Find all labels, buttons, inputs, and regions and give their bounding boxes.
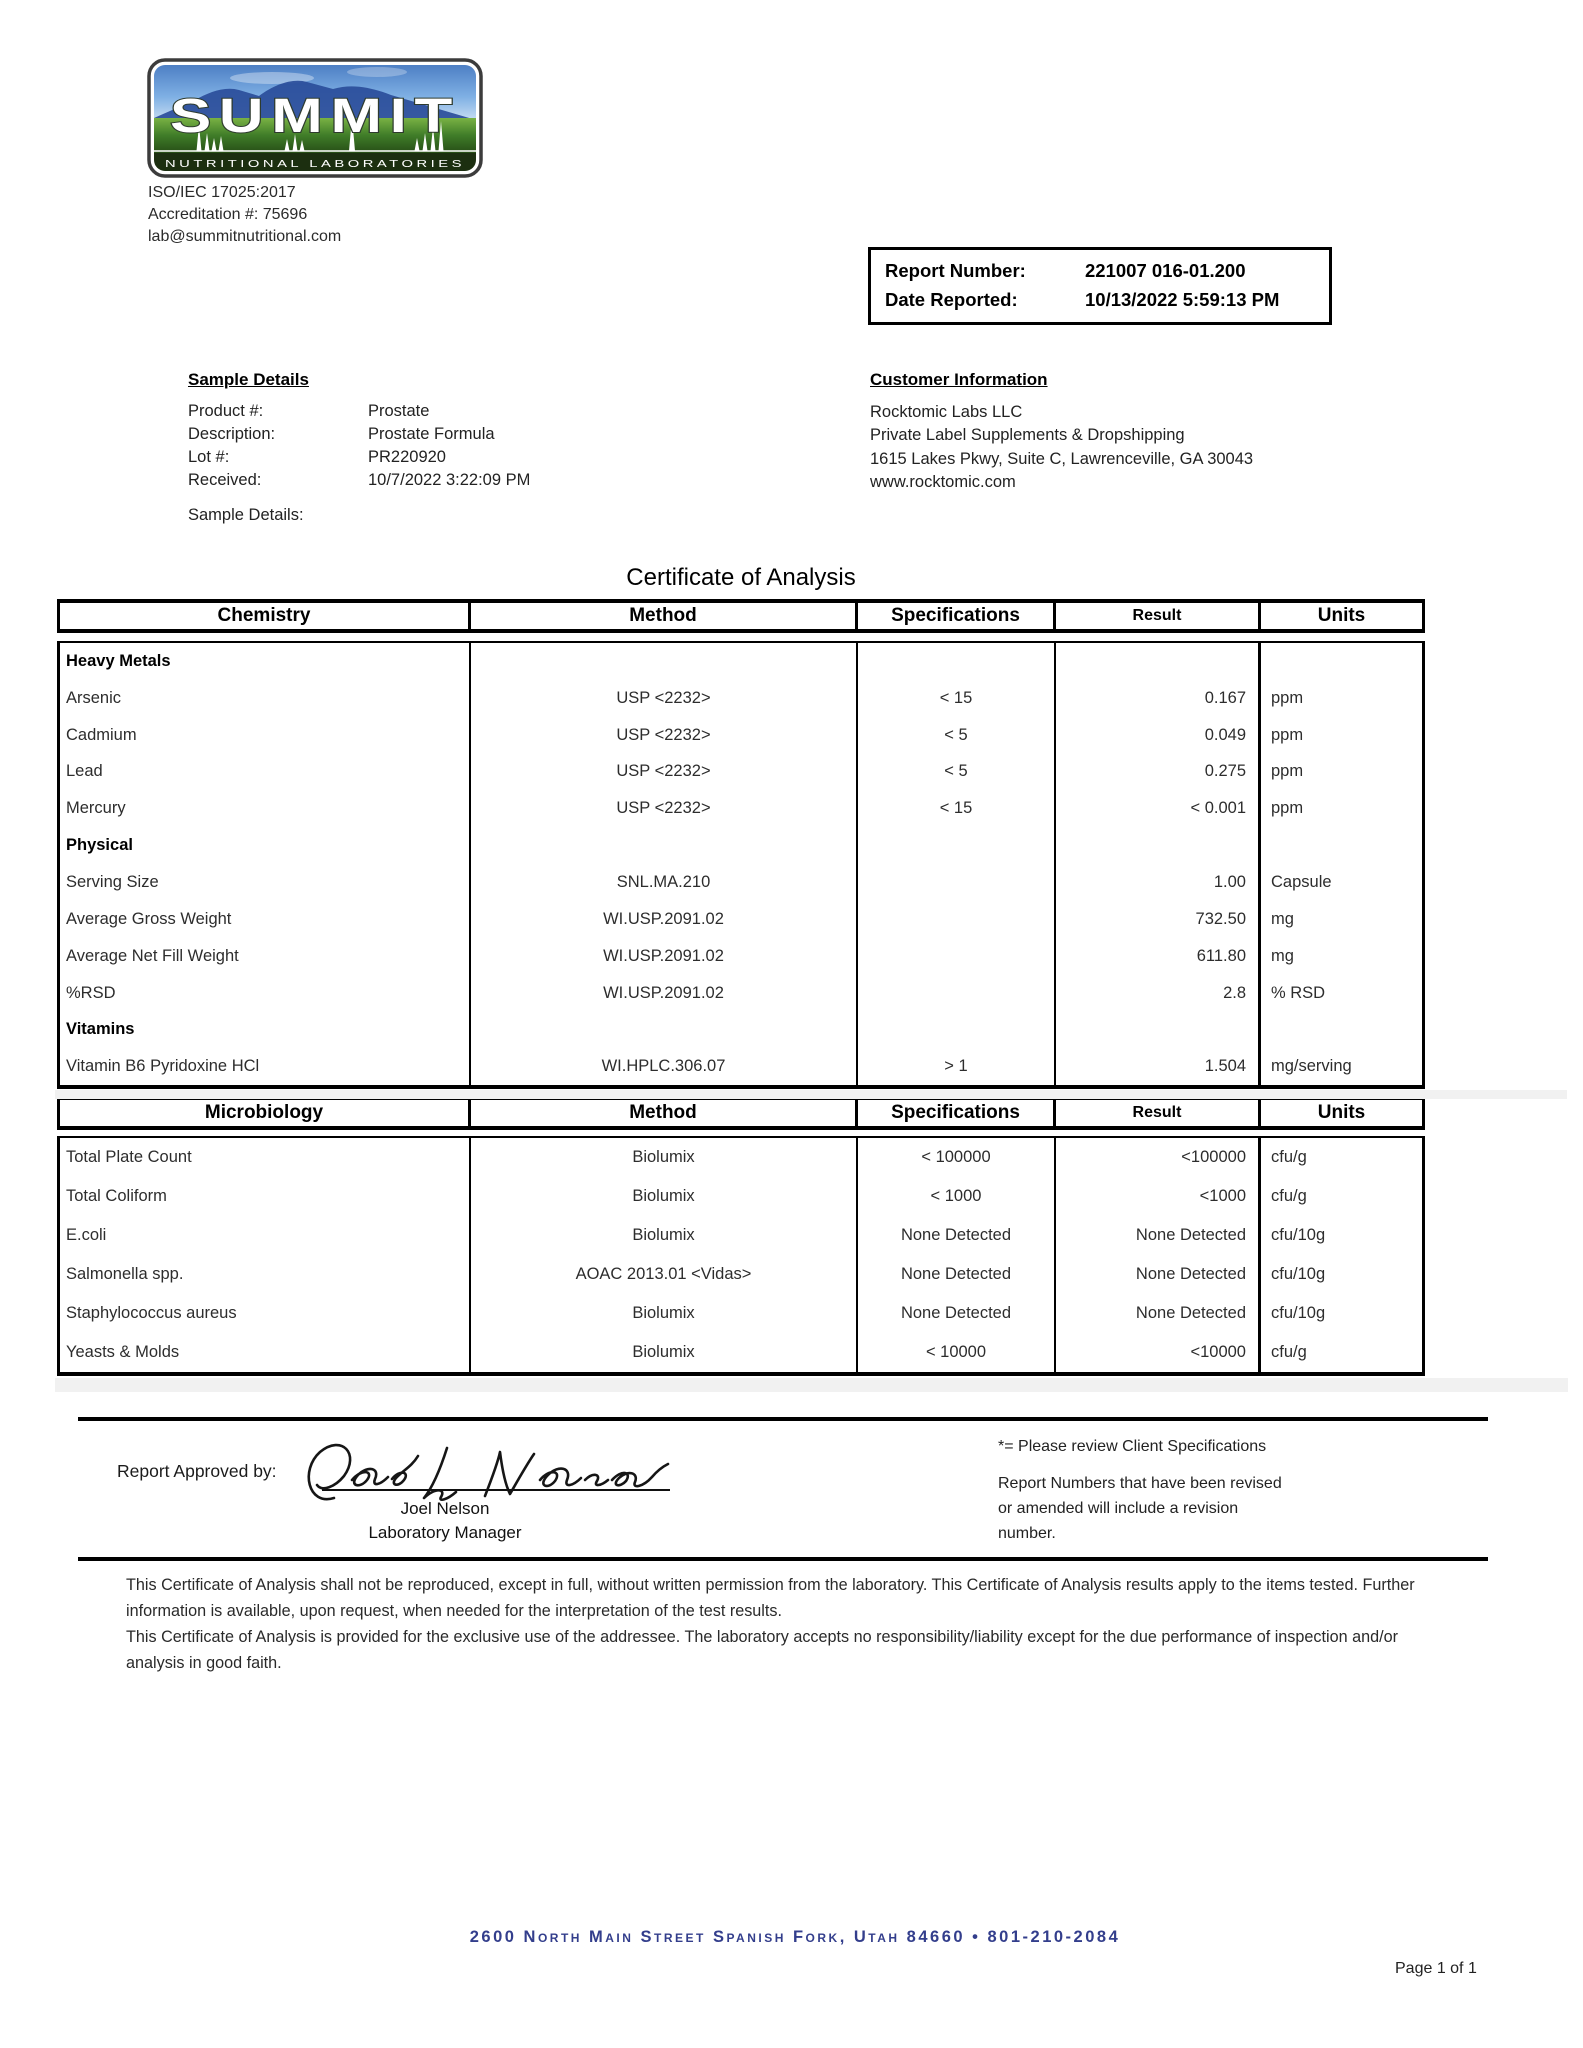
product-value: Prostate [368,402,430,420]
horizontal-rule [78,1557,1488,1561]
table-cell-result: <1000 [1056,1177,1261,1216]
lab-email: lab@summitnutritional.com [148,228,342,245]
table-cell-units: cfu/g [1271,1343,1307,1361]
table-cell-units: cfu/g [1271,1187,1307,1205]
table-cell-units: mg/serving [1271,1057,1352,1076]
table-cell-name: Arsenic [60,680,471,717]
description-value: Prostate Formula [368,425,495,443]
table-cell-result: 2.8 [1056,975,1261,1012]
disclaimer-paragraph-2: This Certificate of Analysis is provided for the exclusive use of the addressee. The laboratory accepts no responsibility/liability except for the due performance of inspection and/or analysis in good faith. [126,1628,1398,1672]
table-cell-result: 1.00 [1056,864,1261,901]
sample-row [188,469,530,492]
disclaimer-block [126,1572,1458,1676]
revision-note: Report Numbers that have been revised or amended will include a revision number. [998,1475,1282,1542]
table-cell-units: ppm [1271,762,1304,781]
table-cell-result: 0.049 [1056,717,1261,754]
table-section-label: Vitamins [60,1011,471,1048]
signature-line [322,1489,670,1491]
table-empty-cell [1261,827,1422,864]
table-cell-units: mg [1271,909,1294,928]
table-cell-units: ppm [1271,725,1304,744]
table-cell-units: ppm [1271,688,1304,707]
table-empty-cell [471,827,858,864]
signer-title: Laboratory Manager [368,1523,522,1542]
table-cell-spec: < 15 [858,680,1056,717]
table-cell-spec: < 5 [858,754,1056,791]
customer-website: www.rocktomic.com [870,473,1016,491]
method-header-cell: Method [471,1100,858,1126]
lab-street-address: 2600 North Main Street Spanish Fork, Utah 84660 • 801-210-2084 [469,1928,1121,1946]
sample-row [188,423,530,446]
units-header-cell: Units [1317,605,1366,626]
lot-value: PR220920 [368,448,446,466]
report-approved-by-label: Report Approved by: [117,1461,277,1481]
table-cell-name: Cadmium [60,717,471,754]
table-cell-method: USP <2232> [471,717,858,754]
table-cell-method: Biolumix [471,1216,858,1255]
chemistry-header-cell: Chemistry [60,603,471,629]
table-cell-result: None Detected [1056,1255,1261,1294]
disclaimer-paragraph-1: This Certificate of Analysis shall not be reproduced, except in full, without written permission from the laboratory. This Certificate of Analysis results apply to the items tested. Further information is available, upon request, when needed for the interpretation of the test results. [126,1576,1415,1620]
table-cell-method: WI.USP.2091.02 [471,901,858,938]
date-reported-value: 10/13/2022 5:59:13 PM [1085,289,1280,310]
page-number: Page 1 of 1 [1395,1960,1477,1977]
table-cell-spec: > 1 [858,1048,1056,1085]
table-cell-result: 1.504 [1056,1048,1261,1085]
table-cell-name: Average Gross Weight [60,901,471,938]
table-cell-result: 611.80 [1056,938,1261,975]
microbiology-table-header [57,1096,1425,1130]
table-cell-spec [858,901,1056,938]
table-cell-spec: < 5 [858,717,1056,754]
table-empty-cell [858,643,1056,680]
table-cell-method: AOAC 2013.01 <Vidas> [471,1255,858,1294]
customer-information-block [870,368,1253,495]
units-header-cell: Units [1317,1102,1366,1123]
report-number-row [885,256,1329,285]
table-cell-result: None Detected [1056,1216,1261,1255]
table-cell-spec [858,975,1056,1012]
table-cell-name: Yeasts & Molds [60,1333,471,1372]
chemistry-table-body [57,641,1425,1089]
client-specifications-note: *= Please review Client Specifications [998,1438,1267,1455]
product-label: Product #: [188,402,264,420]
report-number-label: Report Number: [885,260,1026,281]
signer-block [280,1497,610,1545]
sample-details-heading: Sample Details [188,370,309,389]
table-cell-name: %RSD [60,975,471,1012]
received-label: Received: [188,471,262,489]
table-empty-cell [1261,1011,1422,1048]
description-label: Description: [188,425,276,443]
date-reported-label: Date Reported: [885,289,1018,310]
table-cell-units: cfu/10g [1271,1265,1326,1283]
sample-row [188,446,530,469]
table-empty-cell [1056,827,1261,864]
microbiology-header-cell: Microbiology [60,1100,471,1126]
table-empty-cell [1056,643,1261,680]
logo-wordmark: SUMMIT [170,90,460,143]
signer-name: Joel Nelson [400,1499,490,1518]
table-cell-spec: < 10000 [858,1333,1056,1372]
table-empty-cell [858,827,1056,864]
table-cell-result: 0.275 [1056,754,1261,791]
scan-artifact-band [55,1378,1568,1392]
specifications-header-cell: Specifications [858,603,1056,629]
report-number-value: 221007 016-01.200 [1085,260,1246,281]
result-header-cell: Result [1056,603,1261,629]
table-cell-method: USP <2232> [471,754,858,791]
report-info-box [868,247,1332,325]
table-empty-cell [858,1011,1056,1048]
table-cell-spec: < 100000 [858,1138,1056,1177]
table-cell-name: Salmonella spp. [60,1255,471,1294]
chemistry-table-header [57,599,1425,633]
specifications-header-cell: Specifications [858,1100,1056,1126]
table-cell-result: 0.167 [1056,680,1261,717]
table-cell-spec: < 15 [858,790,1056,827]
table-cell-units: mg [1271,946,1294,965]
horizontal-rule [78,1417,1488,1421]
table-cell-method: Biolumix [471,1177,858,1216]
table-cell-result: <10000 [1056,1333,1261,1372]
sample-details-extra-label: Sample Details: [188,506,304,524]
table-cell-spec: None Detected [858,1255,1056,1294]
table-cell-units: cfu/10g [1271,1226,1326,1244]
table-empty-cell [471,643,858,680]
certificate-title: Certificate of Analysis [626,564,856,591]
customer-name: Rocktomic Labs LLC [870,402,1023,421]
table-cell-units: cfu/g [1271,1148,1307,1166]
table-cell-result: None Detected [1056,1294,1261,1333]
table-cell-name: Total Plate Count [60,1138,471,1177]
table-cell-name: Lead [60,754,471,791]
table-cell-units: Capsule [1271,872,1332,891]
date-reported-row [885,285,1329,314]
method-header-cell: Method [471,603,858,629]
table-cell-result: <100000 [1056,1138,1261,1177]
customer-address: 1615 Lakes Pkwy, Suite C, Lawrenceville, GA 30043 [870,449,1254,468]
table-cell-method: WI.HPLC.306.07 [471,1048,858,1085]
table-cell-spec: < 1000 [858,1177,1056,1216]
table-cell-units: % RSD [1271,983,1326,1002]
table-cell-spec: None Detected [858,1294,1056,1333]
customer-tagline: Private Label Supplements & Dropshipping [870,426,1185,444]
table-cell-name: Vitamin B6 Pyridoxine HCl [60,1048,471,1085]
table-cell-result: 732.50 [1056,901,1261,938]
table-cell-method: SNL.MA.210 [471,864,858,901]
table-cell-method: Biolumix [471,1294,858,1333]
logo-tagline: NUTRITIONAL LABORATORIES [165,158,465,170]
table-cell-method: USP <2232> [471,790,858,827]
table-cell-units: cfu/10g [1271,1304,1326,1322]
table-cell-name: Total Coliform [60,1177,471,1216]
table-cell-name: Mercury [60,790,471,827]
lot-label: Lot #: [188,448,230,466]
table-section-label: Heavy Metals [60,643,471,680]
table-cell-result: < 0.001 [1056,790,1261,827]
microbiology-table-body [57,1136,1425,1376]
iso-standard: ISO/IEC 17025:2017 [148,184,296,201]
accreditation-number: Accreditation #: 75696 [148,206,308,223]
table-empty-cell [1056,1011,1261,1048]
table-cell-name: Staphylococcus aureus [60,1294,471,1333]
table-empty-cell [471,1011,858,1048]
table-cell-method: USP <2232> [471,680,858,717]
summit-logo [147,58,483,178]
table-cell-name: Average Net Fill Weight [60,938,471,975]
table-cell-spec [858,938,1056,975]
table-cell-name: E.coli [60,1216,471,1255]
table-cell-method: Biolumix [471,1138,858,1177]
table-cell-spec [858,864,1056,901]
table-empty-cell [1261,643,1422,680]
table-section-label: Physical [60,827,471,864]
table-cell-method: WI.USP.2091.02 [471,975,858,1012]
table-cell-spec: None Detected [858,1216,1056,1255]
table-cell-method: WI.USP.2091.02 [471,938,858,975]
sample-details-block [188,368,530,492]
received-value: 10/7/2022 3:22:09 PM [368,471,531,489]
table-cell-units: ppm [1271,799,1304,818]
customer-information-heading: Customer Information [870,370,1048,389]
table-cell-method: Biolumix [471,1333,858,1372]
sample-row [188,400,530,423]
result-header-cell: Result [1056,1100,1261,1126]
scan-artifact-band [55,1090,1567,1099]
table-cell-name: Serving Size [60,864,471,901]
lab-accreditation-block [148,182,341,248]
